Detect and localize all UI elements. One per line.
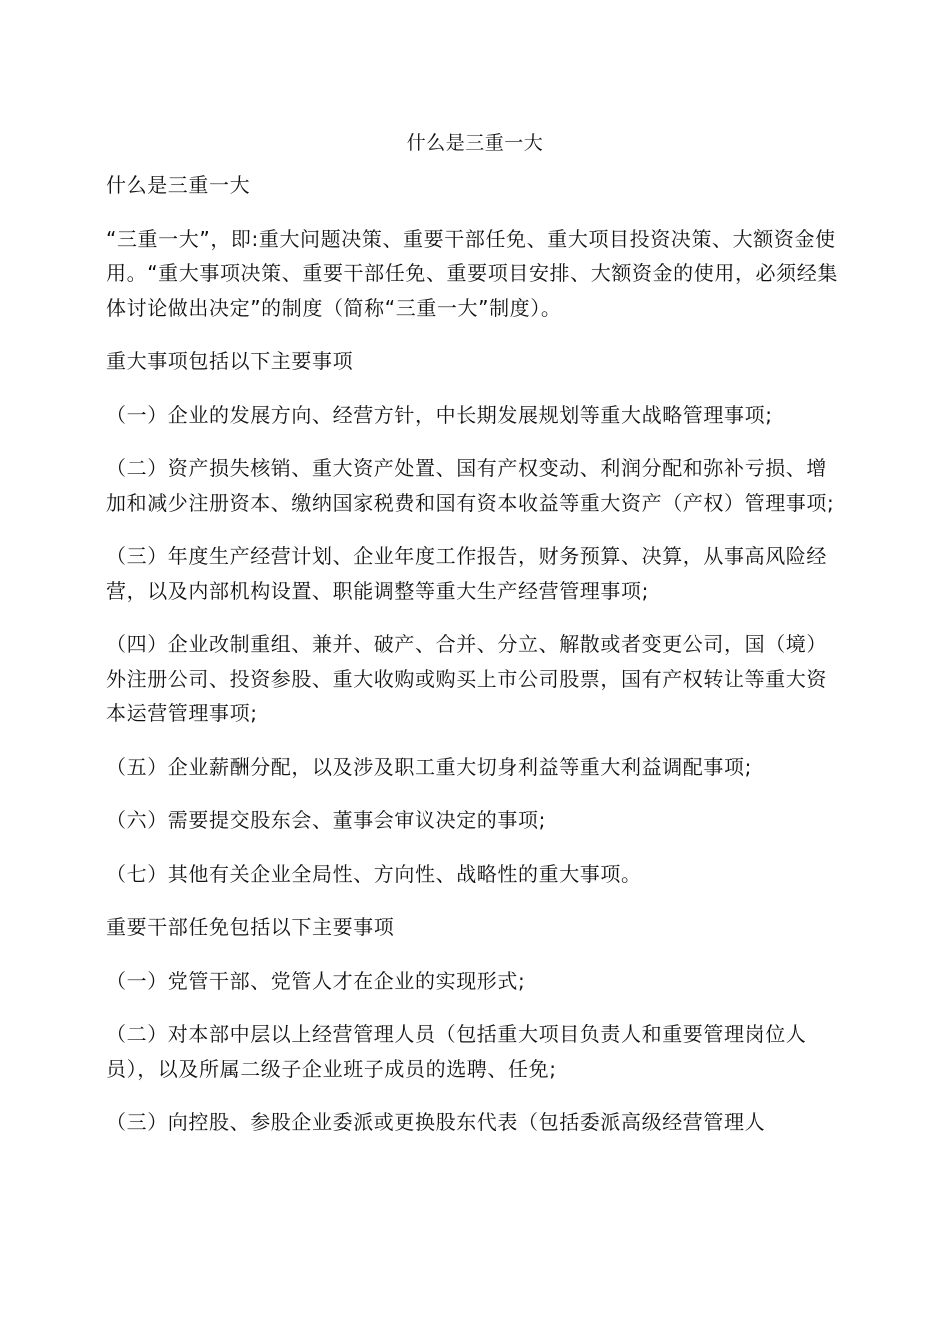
list-item: （七）其他有关企业全局性、方向性、战略性的重大事项。	[106, 861, 642, 886]
list-item: （二）资产损失核销、重大资产处置、国有产权变动、利润分配和弥补亏损、增加和减少注册资本、缴纳国家税费和国有资本收益等重大资产（产权）管理事项;	[106, 456, 835, 515]
list-item: （一）企业的发展方向、经营方针，中长期发展规划等重大战略管理事项;	[106, 402, 773, 427]
paragraph: “三重一大”，即:重大问题决策、重要干部任免、重大项目投资决策、大额资金使用。“重大事项决策、重要干部任免、重要项目安排、大额资金的使用，必须经集体讨论做出决定”的制度（简称“三重一大”制度）。	[106, 226, 838, 320]
section-heading: 重大事项包括以下主要事项	[106, 349, 354, 373]
list-item: （五）企业薪酬分配，以及涉及职工重大切身利益等重大利益调配事项;	[106, 754, 752, 779]
section-heading: 什么是三重一大	[106, 173, 251, 197]
list-item: （一）党管干部、党管人才在企业的实现形式;	[106, 968, 526, 993]
list-item: （六）需要提交股东会、董事会审议决定的事项;	[106, 808, 546, 832]
list-item: （四）企业改制重组、兼并、破产、合并、分立、解散或者变更公司，国（境）外注册公司、投资参股、重大收购或购买上市公司股票，国有产权转让等重大资本运营管理事项;	[106, 632, 827, 725]
list-item: （三）年度生产经营计划、企业年度工作报告，财务预算、决算，从事高风险经营，以及内部机构设置、职能调整等重大生产经营管理事项;	[106, 544, 827, 603]
list-item: （三）向控股、参股企业委派或更换股东代表（包括委派高级经营管理人	[106, 1110, 766, 1134]
document-body	[106, 168, 842, 1159]
list-item: （二）对本部中层以上经营管理人员（包括重大项目负责人和重要管理岗位人员），以及所属二级子企业班子成员的选聘、任免;	[106, 1022, 807, 1081]
page-title: 什么是三重一大	[406, 132, 544, 154]
section-heading: 重要干部任免包括以下主要事项	[106, 915, 395, 939]
